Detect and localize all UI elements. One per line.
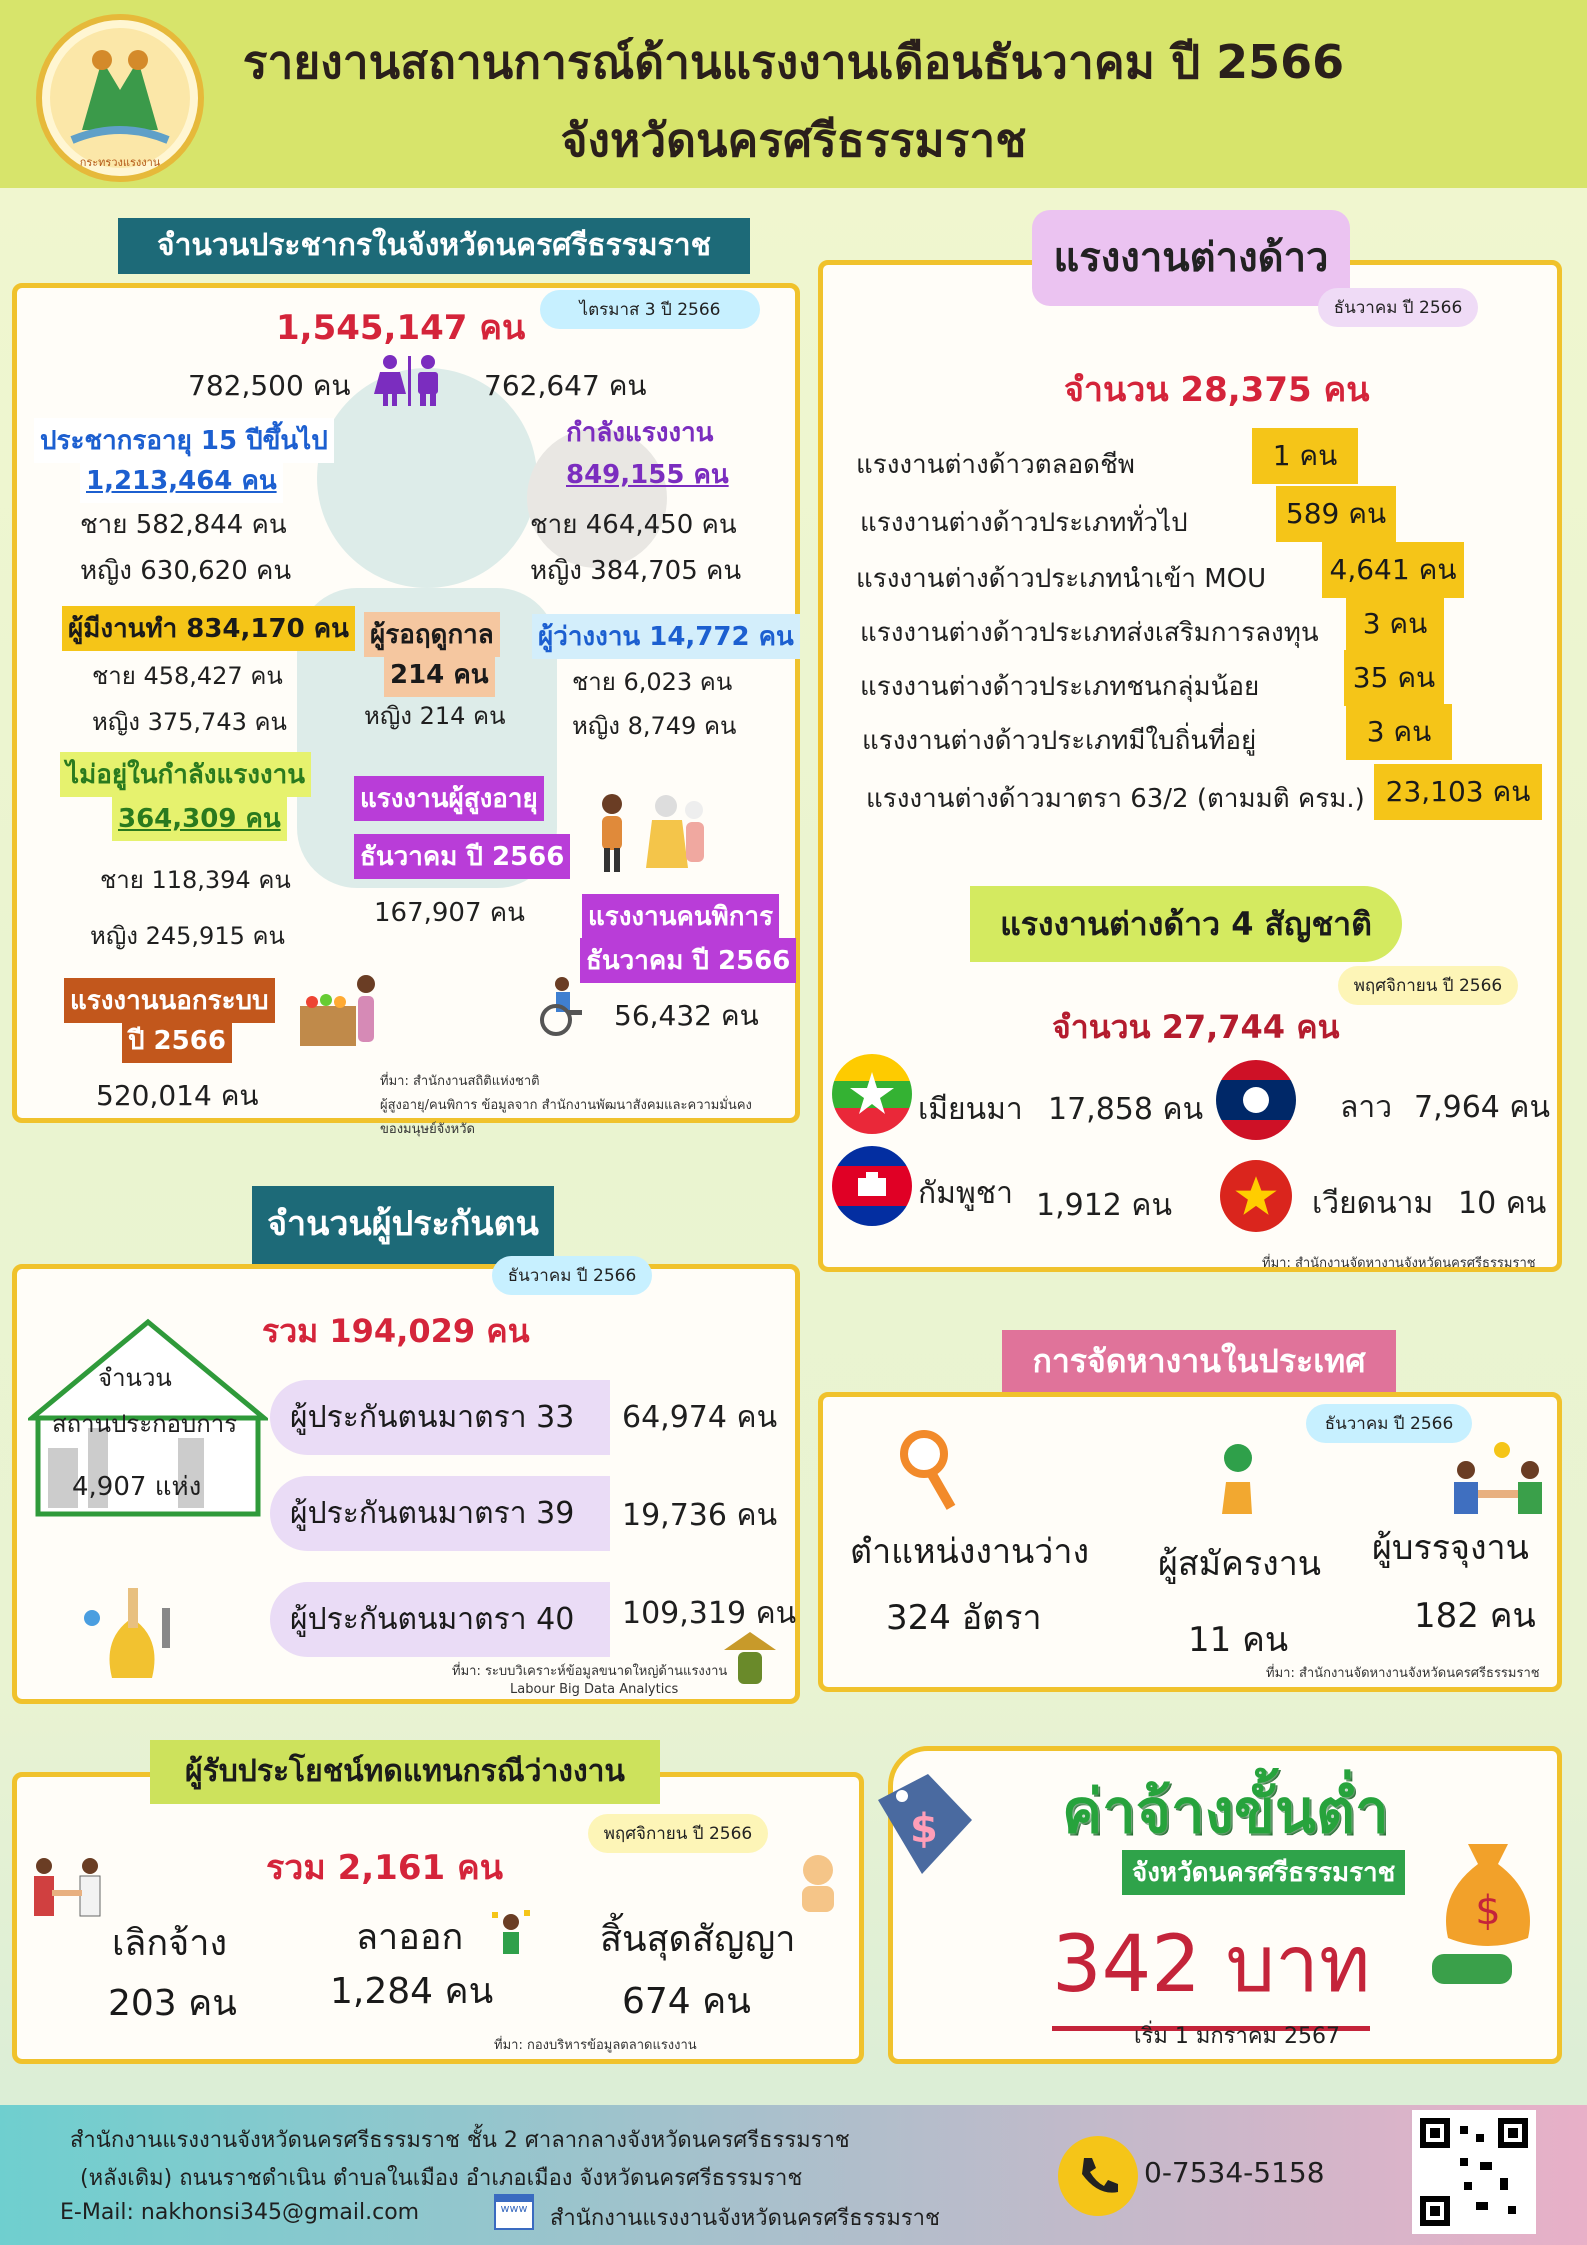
- nationality-period: พฤศจิกายน ปี 2566: [1338, 966, 1518, 1005]
- notlabour-label: ไม่อยู่ในกำลังแรงงาน: [60, 752, 311, 797]
- section33-value: 64,974 คน: [622, 1400, 778, 1435]
- vietnam-flag-icon: [1220, 1160, 1292, 1232]
- section33-label: ผู้ประกันตนมาตรา 33: [270, 1380, 610, 1455]
- cambodia-label: กัมพูชา: [918, 1176, 1013, 1211]
- laos-label: ลาว: [1340, 1090, 1393, 1125]
- resign-value: 1,284 คน: [330, 1971, 494, 2012]
- foreign-row-value-6: 23,103 คน: [1374, 764, 1542, 820]
- page-title: รายงานสถานการณ์ด้านแรงงานเดือนธันวาคม ปี 2566: [242, 35, 1345, 89]
- placed-label: ผู้บรรจุงาน: [1372, 1528, 1529, 1568]
- qr-code-icon[interactable]: [1412, 2110, 1536, 2234]
- foreign-row-value-0: 1 คน: [1252, 428, 1358, 484]
- notlabour-male: ชาย 118,394 คน: [100, 866, 291, 894]
- seasonal-female: หญิง 214 คน: [364, 702, 506, 730]
- cambodia-value: 1,912 คน: [1036, 1188, 1172, 1223]
- foreign-row-value-3: 3 คน: [1346, 596, 1444, 652]
- wage-amount: 342 บาท: [1052, 1902, 1370, 2031]
- disabled-period: ธันวาคม ปี 2566: [580, 938, 796, 983]
- nationality-total: จำนวน 27,744 คน: [1052, 1008, 1340, 1046]
- age15-total: 1,213,464 คน: [80, 458, 283, 503]
- unemployed-female: หญิง 8,749 คน: [572, 712, 737, 740]
- footer-phone[interactable]: 0-7534-5158: [1144, 2156, 1325, 2189]
- foreign-row-label-5: แรงงานต่างด้าวประเภทมีใบถิ่นที่อยู่: [862, 726, 1257, 756]
- employed-male: ชาย 458,427 คน: [92, 662, 283, 690]
- page-subtitle: จังหวัดนครศรีธรรมราช: [560, 113, 1027, 167]
- svg-text:$: $: [1475, 1888, 1501, 1934]
- wage-province: จังหวัดนครศรีธรรมราช: [1122, 1850, 1405, 1895]
- applicant-hand-icon: [1208, 1442, 1268, 1520]
- benefit-heading: ผู้รับประโยชน์ทดแทนกรณีว่างงาน: [150, 1740, 660, 1804]
- vietnam-value: 10 คน: [1458, 1186, 1547, 1221]
- price-tag-dollar: $: [910, 1806, 938, 1852]
- age15-male: ชาย 582,844 คน: [80, 510, 287, 540]
- disabled-total: 56,432 คน: [614, 999, 759, 1032]
- footer-address-1: สำนักงานแรงงานจังหวัดนครศรีธรรมราช ชั้น 2 ศาลากลางจังหวัดนครศรีธรรมราช: [70, 2128, 850, 2153]
- foreign-source: ที่มา: สำนักงานจัดหางานจังหวัดนครศรีธรรมราช: [1262, 1256, 1536, 1271]
- foreign-total: จำนวน 28,375 คน: [1064, 370, 1370, 410]
- insured-period: ธันวาคม ปี 2566: [492, 1256, 652, 1295]
- celebrate-icon: [488, 1908, 534, 1966]
- foreign-row-label-1: แรงงานต่างด้าวประเภททั่วไป: [860, 508, 1188, 538]
- population-female: 762,647 คน: [484, 369, 647, 402]
- footer-email[interactable]: E-Mail: nakhonsi345@gmail.com: [60, 2200, 420, 2225]
- wheelchair-icon: [532, 976, 588, 1040]
- section40-label: ผู้ประกันตนมาตรา 40: [270, 1582, 610, 1657]
- elderly-icon: [582, 788, 712, 882]
- insured-source-2: Labour Big Data Analytics: [510, 1682, 679, 1697]
- disabled-label: แรงงานคนพิการ: [582, 894, 779, 939]
- labour-male: ชาย 464,450 คน: [530, 510, 737, 540]
- informal-period: ปี 2566: [122, 1018, 232, 1063]
- elderly-total: 167,907 คน: [374, 898, 525, 928]
- elderly-period: ธันวาคม ปี 2566: [354, 834, 570, 879]
- population-source-1: ที่มา: สำนักงานสถิติแห่งชาติ: [380, 1074, 540, 1089]
- placement-handshake-icon: [1448, 1440, 1548, 1520]
- elderly-label: แรงงานผู้สูงอายุ: [354, 776, 544, 821]
- insured-source-1: ที่มา: ระบบวิเคราะห์ข้อมูลขนาดใหญ่ด้านแรงงาน: [452, 1664, 728, 1679]
- foreign-row-label-0: แรงงานต่างด้าวตลอดชีพ: [856, 450, 1135, 480]
- foreign-row-value-5: 3 คน: [1346, 704, 1452, 760]
- tools-icon: [72, 1578, 192, 1692]
- foreign-period: ธันวาคม ปี 2566: [1318, 288, 1478, 327]
- wage-start: เริ่ม 1 มกราคม 2567: [1134, 2024, 1341, 2049]
- benefit-period: พฤศจิกายน ปี 2566: [588, 1814, 768, 1853]
- employed-label: ผู้มีงานทำ 834,170 คน: [62, 606, 355, 651]
- laos-value: 7,964 คน: [1414, 1090, 1550, 1125]
- age15-female: หญิง 630,620 คน: [80, 556, 292, 586]
- section39-value: 19,736 คน: [622, 1498, 778, 1533]
- foreign-row-value-1: 589 คน: [1276, 486, 1396, 542]
- jobs-source: ที่มา: สำนักงานจัดหางานจังหวัดนครศรีธรรมราช: [1266, 1666, 1540, 1681]
- contract-end-value: 674 คน: [622, 1981, 751, 2022]
- seasonal-total: 214 คน: [384, 652, 495, 697]
- job-search-icon: [898, 1428, 962, 1516]
- foreign-row-label-6: แรงงานต่างด้าวมาตรา 63/2 (ตามมติ ครม.): [866, 784, 1365, 814]
- footer-address-2: (หลังเดิม) ถนนราชดำเนิน ตำบลในเมือง อำเภอเมือง จังหวัดนครศรีธรรมราช: [80, 2166, 803, 2191]
- layoff-label: เลิกจ้าง: [112, 1923, 228, 1964]
- website-icon: www: [494, 2194, 534, 2230]
- foreign-row-value-2: 4,641 คน: [1322, 542, 1464, 598]
- placed-value: 182 คน: [1414, 1596, 1536, 1636]
- employed-female: หญิง 375,743 คน: [92, 708, 287, 736]
- nationality-heading: แรงงานต่างด้าว 4 สัญชาติ: [970, 886, 1402, 962]
- population-heading: จำนวนประชากรในจังหวัดนครศรีธรรมราช: [118, 218, 750, 274]
- footer-website[interactable]: สำนักงานแรงงานจังหวัดนครศรีธรรมราช: [550, 2206, 940, 2231]
- labour-label: กำลังแรงงาน: [566, 418, 714, 448]
- foreign-row-value-4: 35 คน: [1344, 650, 1444, 706]
- ministry-logo: [36, 14, 204, 182]
- labour-total: 849,155 คน: [566, 460, 729, 490]
- money-bag-icon: [1428, 1834, 1548, 1998]
- informal-total: 520,014 คน: [96, 1079, 259, 1112]
- labour-female: หญิง 384,705 คน: [530, 556, 742, 586]
- foreign-row-label-3: แรงงานต่างด้าวประเภทส่งเสริมการลงทุน: [860, 618, 1319, 648]
- applicant-value: 11 คน: [1188, 1620, 1289, 1660]
- phone-icon: [1058, 2136, 1138, 2216]
- notlabour-female: หญิง 245,915 คน: [90, 922, 285, 950]
- establishment-label-2: สถานประกอบการ: [52, 1410, 238, 1438]
- informal-label: แรงงานนอกระบบ: [64, 978, 275, 1023]
- worker-thinking-icon: [790, 1852, 846, 1916]
- vacancy-value: 324 อัตรา: [886, 1598, 1042, 1638]
- myanmar-value: 17,858 คน: [1048, 1092, 1204, 1127]
- foreign-row-label-4: แรงงานต่างด้าวประเภทชนกลุ่มน้อย: [860, 672, 1260, 702]
- cambodia-flag-icon: [832, 1146, 912, 1226]
- myanmar-flag-icon: [832, 1054, 912, 1134]
- population-source-3: ของมนุษย์จังหวัด: [380, 1122, 475, 1137]
- resign-label: ลาออก: [356, 1917, 464, 1958]
- unemployed-label: ผู้ว่างงาน 14,772 คน: [532, 614, 800, 659]
- jobs-heading: การจัดหางานในประเทศ: [1002, 1330, 1396, 1392]
- insured-total: รวม 194,029 คน: [262, 1312, 530, 1350]
- unemployed-male: ชาย 6,023 คน: [572, 668, 733, 696]
- establishment-label-1: จำนวน: [98, 1364, 172, 1392]
- svg-text:กระทรวงแรงงาน: กระทรวงแรงงาน: [79, 156, 161, 169]
- handshake-icon: [30, 1856, 106, 1926]
- market-vendor-icon: [296, 966, 380, 1060]
- male-female-icon: [372, 354, 444, 412]
- vacancy-label: ตำแหน่งงานว่าง: [850, 1532, 1090, 1572]
- farmer-icon: [720, 1630, 780, 1694]
- vietnam-label: เวียดนาม: [1312, 1186, 1434, 1221]
- myanmar-label: เมียนมา: [918, 1092, 1023, 1127]
- benefit-total: รวม 2,161 คน: [266, 1848, 503, 1888]
- wage-title: ค่าจ้างขั้นต่ำ: [1062, 1777, 1389, 1847]
- foreign-row-label-2: แรงงานต่างด้าวประเภทนำเข้า MOU: [856, 564, 1267, 594]
- seasonal-label: ผู้รอฤดูกาล: [364, 612, 500, 657]
- insured-heading: จำนวนผู้ประกันตน: [252, 1186, 554, 1264]
- age15-label: ประชากรอายุ 15 ปีขึ้นไป: [34, 418, 334, 463]
- notlabour-total: 364,309 คน: [112, 796, 287, 841]
- benefit-source: ที่มา: กองบริหารข้อมูลตลาดแรงงาน: [494, 2038, 697, 2053]
- population-male: 782,500 คน: [188, 369, 351, 402]
- foreign-heading: แรงงานต่างด้าว: [1032, 210, 1350, 306]
- contract-end-label: สิ้นสุดสัญญา: [600, 1919, 796, 1960]
- section40-value: 109,319 คน: [622, 1596, 797, 1631]
- population-total: 1,545,147 คน: [276, 308, 526, 348]
- laos-flag-icon: [1216, 1060, 1296, 1140]
- population-period: ไตรมาส 3 ปี 2566: [540, 290, 760, 329]
- applicant-label: ผู้สมัครงาน: [1158, 1544, 1322, 1584]
- layoff-value: 203 คน: [108, 1983, 237, 2024]
- establishment-value: 4,907 แห่ง: [72, 1472, 202, 1502]
- jobs-period: ธันวาคม ปี 2566: [1306, 1404, 1472, 1443]
- population-source-2: ผู้สูงอายุ/คนพิการ ข้อมูลจาก สำนักงานพัฒนาสังคมและความมั่นคง: [380, 1098, 752, 1113]
- section39-label: ผู้ประกันตนมาตรา 39: [270, 1476, 610, 1551]
